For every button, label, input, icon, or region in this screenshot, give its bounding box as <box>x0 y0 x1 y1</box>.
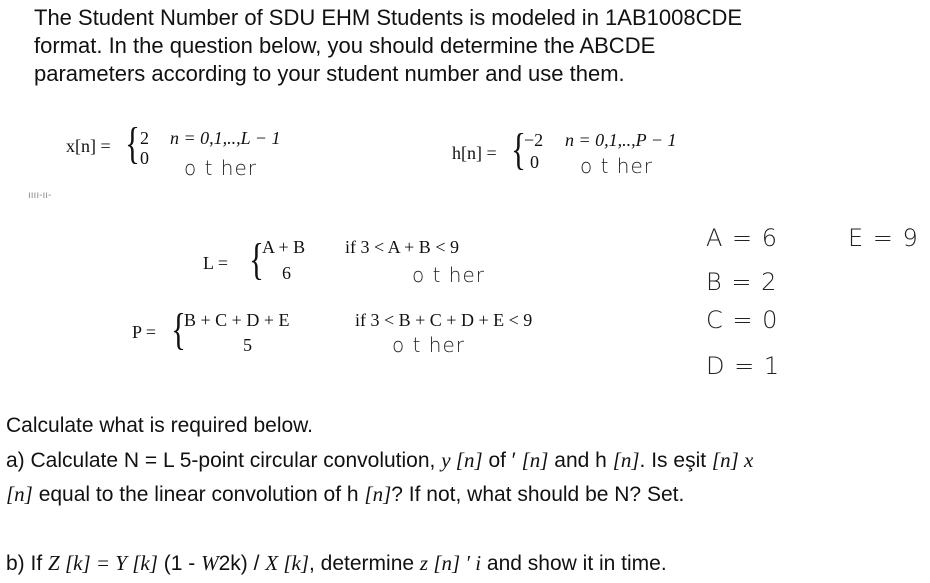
P-case2-condition: o t her <box>392 333 465 357</box>
x-definition-brace: { <box>125 119 140 168</box>
intro-line-2: format. In the question below, you should determine the ABCDE <box>34 33 656 58</box>
question-a-n4: [n] <box>711 448 739 472</box>
question-a-n2: [n] <box>521 448 549 472</box>
handwritten-D: D = 1 <box>706 352 781 380</box>
P-case2-value: 5 <box>243 335 252 355</box>
question-a-line2-n: [n] <box>6 482 33 506</box>
L-case1-value: A + B <box>262 237 306 257</box>
L-case1-condition: if 3 < A + B < 9 <box>345 237 459 257</box>
handwritten-B: B = 2 <box>706 268 778 296</box>
h-case1-condition: n = 0,1,..,P − 1 <box>565 130 677 150</box>
x-definition-lhs: x[n] = <box>66 136 111 156</box>
handwritten-A: A = 6 <box>706 224 779 252</box>
question-b-w: W <box>201 551 219 575</box>
P-case1-condition: if 3 < B + C + D + E < 9 <box>355 310 533 330</box>
handwritten-E: E = 9 <box>848 224 919 252</box>
x-case2-condition: o t her <box>184 156 257 180</box>
P-definition-brace: { <box>171 305 186 354</box>
question-a-text: a) Calculate N = L 5-point circular convolution, <box>6 449 442 472</box>
question-b-mid3: , determine <box>309 552 420 575</box>
intro-line-1: The Student Number of SDU EHM Students is modeled in 1AB1008CDE <box>34 5 743 30</box>
question-a-n1: [n] <box>450 448 483 472</box>
question-a-line2-n2: [n] <box>364 482 392 506</box>
h-case2-condition: o t her <box>580 154 653 178</box>
question-b-pre: b) If <box>6 552 49 575</box>
question-b-x: X [k] <box>265 551 309 575</box>
question-a-mid3: . Is eşit <box>639 449 712 472</box>
x-case1-condition: n = 0,1,..,L − 1 <box>170 128 281 148</box>
L-definition-brace: { <box>249 235 264 284</box>
question-b-expr: Z [k] = Y [k] <box>48 551 158 575</box>
h-case2-value: 0 <box>530 152 539 172</box>
intro-paragraph <box>34 4 894 88</box>
question-a-y: y <box>441 448 451 472</box>
L-definition-lhs: L = <box>203 253 228 273</box>
question-a-x: x <box>738 448 754 472</box>
questions-intro: Calculate what is required below. <box>6 414 314 437</box>
question-b-mid2: 2k) / <box>218 552 266 575</box>
L-case2-value: 6 <box>282 263 291 283</box>
question-a-line2-end: ? If not, what should be N? Set. <box>391 483 685 506</box>
question-a-n3: [n] <box>612 448 640 472</box>
question-b-mid: (1 - <box>157 552 202 575</box>
x-case2-value: 0 <box>140 148 149 168</box>
P-case1-value: B + C + D + E <box>184 310 290 330</box>
h-definition-lhs: h[n] = <box>452 143 497 163</box>
intro-line-3: parameters according to your student number and use them. <box>34 61 625 86</box>
question-a-line-1 <box>6 446 753 475</box>
handwritten-C: C = 0 <box>706 306 779 334</box>
L-case2-condition: o t her <box>412 263 485 287</box>
question-b <box>6 549 667 578</box>
question-a-line-2 <box>6 480 684 509</box>
h-definition-brace: { <box>511 125 526 174</box>
question-a-line2-mid: equal to the linear convolution of h <box>32 483 365 506</box>
question-b-z: z [n] ′ i <box>419 551 482 575</box>
question-a-mid2: and h <box>548 449 613 472</box>
x-case1-value: 2 <box>140 128 149 148</box>
stray-mark: ıııı-ıı- <box>28 190 52 201</box>
question-a-mid: of ′ <box>482 449 522 472</box>
h-case1-value: −2 <box>524 130 544 150</box>
P-definition-lhs: P = <box>132 322 156 342</box>
question-b-end: and show it in time. <box>481 552 667 575</box>
